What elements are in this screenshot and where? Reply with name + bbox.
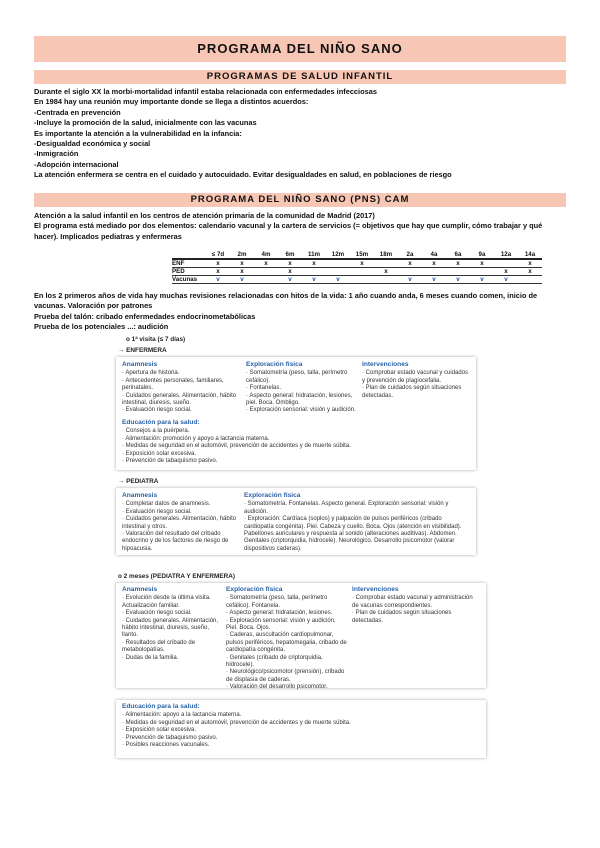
list-item: · Aspecto general: hidratación, lesiones, piel. Boca. Ombligo.	[246, 392, 353, 407]
table-cell: x	[374, 268, 398, 276]
list-item: · Cuidados generales. Alimentación, hábito intestinal y otros.	[122, 516, 237, 530]
table-cell	[326, 259, 350, 268]
list-item: · Evaluación riesgo social.	[122, 610, 192, 617]
anamnesis-column	[122, 586, 222, 662]
table-cell	[374, 276, 398, 284]
list-item: · Somatometría. Fontanelas. Aspecto general. Exploración sensorial: visión y audición.	[244, 501, 449, 515]
list-item: · Posibles reacciones vacunales.	[122, 742, 210, 749]
table-cell: v	[494, 276, 518, 284]
table-cell: x	[494, 268, 518, 276]
table-cell: v	[422, 276, 446, 284]
list-item: · Prevención de tabaquismo pasivo.	[122, 734, 218, 741]
list-item: · Evaluación riesgo social.	[122, 407, 192, 414]
row-label: ENF	[172, 259, 206, 268]
section-heading-programas: PROGRAMAS DE SALUD INFANTIL	[34, 70, 566, 84]
table-header-cell: ≤ 7d	[206, 251, 230, 259]
table-cell: x	[206, 259, 230, 268]
visit2-education-card	[116, 700, 486, 758]
enfermera-label: → ENFERMERA	[118, 347, 167, 354]
table-row	[172, 268, 542, 276]
table-cell	[494, 259, 518, 268]
table-cell: x	[278, 259, 302, 268]
list-item: · Resultados del cribado de metabolopatías.	[122, 639, 196, 654]
list-item: · Comprobar estado vacunal y administración de vacunas correspondientes.	[352, 595, 473, 609]
table-cell: x	[518, 259, 542, 268]
exploracion-column	[246, 361, 356, 415]
list-item: · Caderas, auscultación cardiopulmonar, pulsos periféricos, hepatomegalia, cribado de cardiopatía congénita.	[226, 632, 347, 654]
table-cell: x	[350, 259, 374, 268]
table-cell: v	[302, 276, 326, 284]
intervenciones-column	[362, 361, 472, 400]
educacion-block	[122, 703, 478, 749]
list-item: · Consejos a la puérpera.	[122, 428, 190, 435]
table-header-cell: 9a	[470, 251, 494, 259]
list-item: · Completar datos de anamnesis.	[122, 501, 211, 508]
list-item: · Comprobar estado vacunal y cuidados y prevención de plagiocefalia.	[362, 370, 469, 384]
visit2-card	[116, 583, 486, 691]
table-header-cell: 12a	[494, 251, 518, 259]
table-cell	[470, 268, 494, 276]
anamnesis-column	[122, 492, 240, 553]
row-label: PED	[172, 268, 206, 276]
visit1-enfermera-card	[116, 357, 476, 470]
list-item: · Alimentación: promoción y apoyo a lactancia materna.	[122, 435, 270, 442]
table-header-cell: 15m	[350, 251, 374, 259]
column-heading: Intervenciones	[362, 361, 409, 368]
table-header-cell: 18m	[374, 251, 398, 259]
list-item: · Somatometría (peso, talla, perímetro cefálico).	[246, 370, 348, 384]
column-heading: Intervenciones	[352, 586, 399, 593]
section2-after-text	[34, 291, 564, 333]
list-item: · Somatometría (peso, talla, perímetro cefálico). Fontanela.	[226, 595, 328, 609]
list-item: · Prevención de tabaquismo pasivo.	[122, 458, 218, 465]
column-heading: Anamnesis	[122, 586, 158, 593]
table-header-cell	[172, 251, 206, 259]
list-item: · Exploración sensorial: visión y audición.	[246, 407, 356, 414]
table-header-cell: 2m	[230, 251, 254, 259]
table-cell: x	[230, 259, 254, 268]
text-line: Durante el siglo XX la morbi-mortalidad infantil estaba relacionada con enfermedades infecciosas	[34, 87, 377, 96]
educacion-block	[122, 419, 472, 465]
table-cell	[422, 268, 446, 276]
list-item: · Medidas de seguridad en el automóvil, prevención de accidentes y de muerte súbita.	[122, 719, 351, 726]
list-item: · Medidas de seguridad en el automóvil, prevención de accidentes y de muerte súbita.	[122, 443, 351, 450]
list-item: · Plan de cuidados según situaciones detectadas.	[352, 610, 452, 624]
table-cell: v	[470, 276, 494, 284]
list-item: · Exploración sensorial: visión y audición. Piel. Boca. Ojos.	[226, 617, 336, 632]
text-line: Es importante la atención a la vulnerabilidad en la infancia:	[34, 128, 242, 138]
list-item: · Valoración del resultado del cribado endocrino y de los factores de riesgo de hipoacusia.	[122, 531, 229, 552]
table-header-cell: 4a	[422, 251, 446, 259]
table-cell	[350, 276, 374, 284]
table-cell	[326, 268, 350, 276]
table-header-cell: 6a	[446, 251, 470, 259]
table-cell	[374, 259, 398, 268]
table-header-cell: 12m	[326, 251, 350, 259]
list-item: · Exploración: Cardíaca (soplos) y palpación de pulsos periféricos (cribado cardiopatía congénita). Piel. Cabeza y cuello. Boca. Ojos (atención en visibilidad). Pabellones auriculares y respuesta al sonido (alteraciones auditivas). Abdomen. Genitales (criptorquidia, hidrocele). Neurológico. Desarrollo psicomotor (valorar dispositivos caderas).	[244, 516, 462, 552]
text-line: -Adopción internacional	[34, 159, 119, 169]
table-cell	[518, 276, 542, 284]
column-heading: Educación para la salud:	[122, 419, 200, 426]
list-item: · Alimentación: apoyo a la lactancia materna.	[122, 712, 242, 719]
anamnesis-column	[122, 361, 242, 415]
list-item: · Genitales (cribado de criptorquidia, hidrocele).	[226, 654, 323, 669]
table-cell: x	[278, 268, 302, 276]
exploracion-column	[226, 586, 348, 692]
page-title: PROGRAMA DEL NIÑO SANO	[34, 36, 566, 62]
table-cell: x	[230, 268, 254, 276]
text-line: Prueba de los potenciales ...: audición	[34, 322, 169, 332]
text-line: En 1984 hay una reunión muy importante donde se llega a distintos acuerdos:	[34, 97, 309, 107]
list-item: · Aspecto general: hidratación, lesiones.	[226, 610, 333, 617]
list-item: · Evolución desde la última visita. Actualización familiar.	[122, 595, 211, 609]
section2-text	[34, 211, 564, 242]
list-item: · Apertura de historia.	[122, 370, 180, 377]
table-row	[172, 276, 542, 284]
list-item: · Valoración del desarrollo psicomotor.	[226, 684, 328, 691]
list-item: · Plan de cuidados según situaciones detectadas.	[362, 385, 462, 399]
list-item: · Dudas de la familia.	[122, 654, 179, 661]
table-row	[172, 259, 542, 268]
pediatra-label: → PEDIATRA	[118, 478, 159, 485]
table-cell	[302, 268, 326, 276]
text-line: Atención a la salud infantil en los centros de atención primaria de la comunidad de Madrid (2017)	[34, 211, 375, 220]
section1-text	[34, 87, 564, 181]
text-line: El programa está mediado por dos elementos: calendario vacunal y la cartera de servicios (= objetivos que hay que cumplir, cómo trabajar y qué hacer). Implicados pediatras y enfermeras	[34, 221, 543, 241]
table-header-cell: 2a	[398, 251, 422, 259]
list-item: · Antecedentes personales, familiares, perinatales.	[122, 377, 224, 392]
text-line: -Incluye la promoción de la salud, inicialmente con las vacunas	[34, 118, 257, 128]
table-cell	[254, 268, 278, 276]
table-cell	[398, 268, 422, 276]
text-line: Prueba del talón: cribado enfermedades endocrinometabólicas	[34, 311, 256, 321]
table-cell	[350, 268, 374, 276]
section-heading-pns: PROGRAMA DEL NIÑO SANO (PNS) CAM	[34, 193, 566, 207]
column-heading: Exploración física	[226, 586, 283, 593]
column-heading: Anamnesis	[122, 492, 158, 499]
table-header-cell: 14a	[518, 251, 542, 259]
column-heading: Exploración física	[246, 361, 303, 368]
visit1-pediatra-card	[116, 488, 476, 555]
table-cell: v	[446, 276, 470, 284]
text-line: En los 2 primeros años de vida hay muchas revisiones relacionadas con hitos de la vida: 1 año cuando anda, 6 meses cuando comen, inicio de vacunas. Valoración por patrones	[34, 291, 538, 311]
exploracion-column	[244, 492, 472, 553]
list-item: · Fontanelas.	[246, 385, 282, 392]
visit1-label: o 1ª visita (≤ 7 días)	[126, 336, 186, 343]
column-heading: Anamnesis	[122, 361, 158, 368]
table-cell: v	[278, 276, 302, 284]
list-item: · Cuidados generales. Alimentación, hábito intestinal, diuresis, sueño.	[122, 392, 237, 407]
text-line: -Inmigración	[34, 149, 79, 159]
table-header-cell: 11m	[302, 251, 326, 259]
table-cell: x	[518, 268, 542, 276]
table-header-cell: 4m	[254, 251, 278, 259]
list-item: · Exposición solar excesiva.	[122, 727, 197, 734]
column-heading: Educación para la salud:	[122, 703, 200, 710]
intervenciones-column	[352, 586, 480, 625]
visit2-label: o 2 meses (PEDIATRA Y ENFERMERA)	[118, 573, 235, 580]
text-line: La atención enfermera se centra en el cuidado y autocuidado. Evitar desigualdades en salud, en poblaciones de riesgo	[34, 170, 452, 180]
list-item: · Cuidados generales. Alimentación, hábito intestinal, diuresis, sueño, llanto.	[122, 617, 219, 639]
list-item: · Exposición solar excesiva.	[122, 450, 197, 457]
row-label: Vacunas	[172, 276, 206, 284]
text-line: -Centrada en prevención	[34, 107, 121, 117]
table-cell	[446, 268, 470, 276]
table-cell: x	[254, 259, 278, 268]
table-cell: x	[302, 259, 326, 268]
table-cell: v	[230, 276, 254, 284]
table-header-cell: 6m	[278, 251, 302, 259]
table-cell	[254, 276, 278, 284]
table-cell: v	[326, 276, 350, 284]
column-heading: Exploración física	[244, 492, 301, 499]
schedule-table	[172, 251, 542, 284]
table-cell: v	[398, 276, 422, 284]
table-cell: v	[206, 276, 230, 284]
list-item: · Evaluación riesgo social.	[122, 508, 192, 515]
table-cell: x	[206, 268, 230, 276]
table-cell: x	[398, 259, 422, 268]
table-cell: x	[422, 259, 446, 268]
table-cell: x	[470, 259, 494, 268]
list-item: · Neurológico/psicomotor (prensión), cribado de displasia de caderas.	[226, 669, 345, 683]
table-header-row	[172, 251, 542, 259]
table-cell: x	[446, 259, 470, 268]
text-line: -Desigualdad económica y social	[34, 139, 151, 149]
